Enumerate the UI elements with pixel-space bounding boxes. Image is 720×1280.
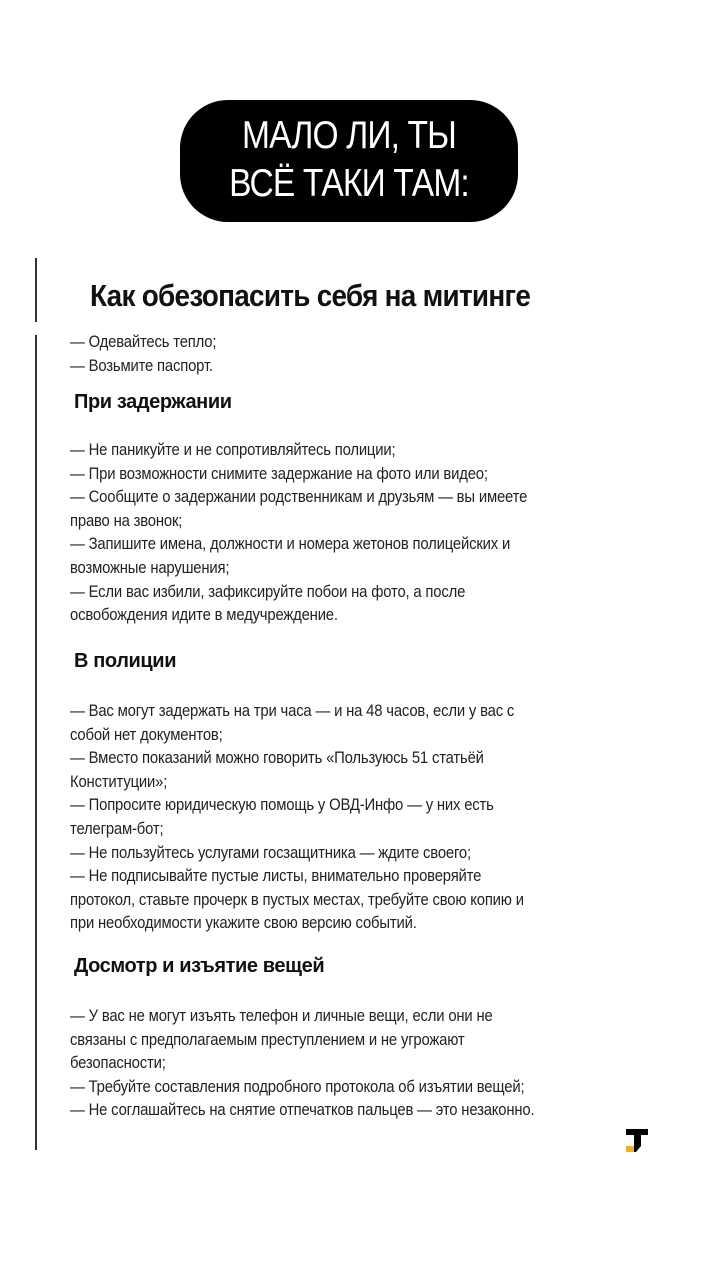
list-item-line: — Не паникуйте и не сопротивляйтесь полиции;	[70, 441, 396, 459]
badge-line-2: ВСЁ ТАКИ ТАМ:	[229, 162, 469, 205]
list-item-line: телеграм-бот;	[70, 819, 164, 838]
list-item	[70, 1005, 690, 1076]
header-badge	[180, 100, 518, 222]
list-item-line: — Не подписывайте пустые листы, внимательно проверяйте	[70, 867, 482, 886]
list-item	[70, 581, 690, 628]
list-item	[70, 700, 690, 747]
list-item	[70, 842, 690, 866]
section-heading: В полиции	[74, 650, 177, 672]
list-item	[70, 533, 690, 580]
list-item	[70, 355, 690, 379]
list-item-line: — Не соглашайтесь на снятие отпечатков пальцев — это незаконно.	[70, 1101, 535, 1120]
intro-list	[70, 331, 690, 378]
list-item-line: при необходимости укажите свою версию событий.	[70, 914, 417, 933]
list-item-line: — Возьмите паспорт.	[70, 356, 213, 375]
list-item-line: освобождения идите в медучреждение.	[70, 606, 338, 625]
list-item-line: собой нет документов;	[70, 725, 223, 744]
list-item-line: — Сообщите о задержании родственникам и друзьям — вы имеете	[70, 488, 528, 507]
list-item-line: — У вас не могут изъять телефон и личные вещи, если они не	[70, 1007, 493, 1025]
badge-line-1: МАЛО ЛИ, ТЫ	[242, 114, 456, 157]
list-item	[70, 1099, 690, 1123]
list-item-line: — При возможности снимите задержание на фото или видео;	[70, 464, 488, 483]
section-list	[70, 700, 690, 936]
list-item	[70, 794, 690, 841]
list-item	[70, 865, 690, 936]
list-item	[70, 439, 690, 463]
left-border-line	[35, 258, 37, 322]
list-item-line: безопасности;	[70, 1054, 166, 1073]
list-item	[70, 486, 690, 533]
list-item-line: — Вас могут задержать на три часа — и на 48 часов, если у вас с	[70, 702, 515, 720]
list-item-line: — Запишите имена, должности и номера жетонов полицейских и	[70, 535, 511, 554]
list-item-line: — Одевайтесь тепло;	[70, 333, 217, 351]
list-item	[70, 747, 690, 794]
section-list	[70, 1005, 690, 1123]
list-item-line: — Попросите юридическую помощь у ОВД-Инфо — у них есть	[70, 796, 494, 815]
list-item-line: право на звонок;	[70, 511, 183, 530]
list-item	[70, 463, 690, 487]
list-item-line: — Если вас избили, зафиксируйте побои на фото, а после	[70, 582, 466, 601]
list-item-line: возможные нарушения;	[70, 558, 230, 577]
list-item-line: связаны с предполагаемым преступлением и не угрожают	[70, 1030, 465, 1049]
list-item-line: — Требуйте составления подробного протокола об изъятии вещей;	[70, 1077, 525, 1096]
list-item-line: — Вместо показаний можно говорить «Пользуюсь 51 статьёй	[70, 749, 484, 768]
section-heading: При задержании	[74, 391, 232, 413]
list-item-line: протокол, ставьте прочерк в пустых местах, требуйте свою копию и	[70, 890, 524, 909]
left-border-line	[35, 335, 37, 1150]
list-item-line: Конституции»;	[70, 772, 168, 791]
section-list	[70, 439, 690, 628]
list-item	[70, 1076, 690, 1100]
document-title: Как обезопасить себя на митинге	[90, 278, 531, 313]
publisher-logo	[626, 1129, 648, 1152]
list-item-line: — Не пользуйтесь услугами госзащитника — ждите своего;	[70, 843, 471, 862]
list-item	[70, 331, 690, 355]
section-heading: Досмотр и изъятие вещей	[74, 955, 325, 977]
